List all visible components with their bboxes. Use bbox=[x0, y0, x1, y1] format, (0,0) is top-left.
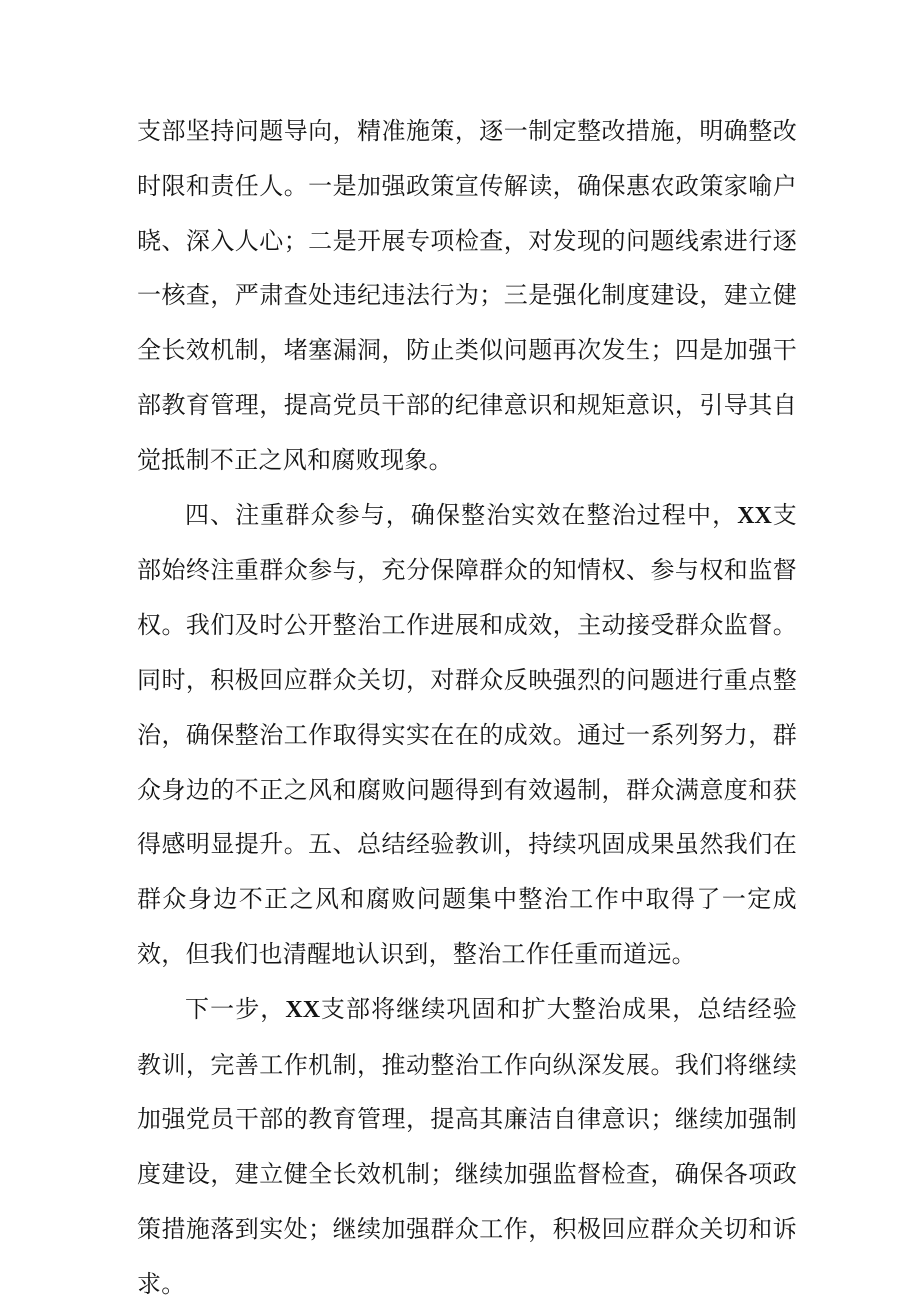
paragraph-2-text-before: 四、注重群众参与，确保整治实效在整治过程中， bbox=[185, 500, 738, 529]
paragraph-1 bbox=[137, 104, 797, 488]
paragraph-3-org-name: XX bbox=[285, 996, 321, 1023]
paragraph-3-text-after: 支部将继续巩固和扩大整治成果，总结经验教训，完善工作机制，推动整治工作向纵深发展。我们将继续加强党员干部的教育管理，提高其廉洁自律意识；继续加强制度建设，建立健全长效机制；继续加强监督检查，确保各项政策措施落到实处；继续加强群众工作，积极回应群众关切和诉求。 bbox=[137, 994, 797, 1298]
paragraph-3-text-before: 下一步， bbox=[185, 994, 286, 1023]
paragraph-2 bbox=[137, 488, 797, 982]
paragraph-1-text: 支部坚持问题导向，精准施策，逐一制定整改措施，明确整改时限和责任人。一是加强政策宣传解读，确保惠农政策家喻户晓、深入人心；二是开展专项检查，对发现的问题线索进行逐一核查，严肃查处违纪违法行为；三是强化制度建设，建立健全长效机制，堵塞漏洞，防止类似问题再次发生；四是加强干部教育管理，提高党员干部的纪律意识和规矩意识，引导其自觉抵制不正之风和腐败现象。 bbox=[137, 117, 797, 474]
paragraph-2-text-after: 支部始终注重群众参与，充分保障群众的知情权、参与权和监督权。我们及时公开整治工作进展和成效，主动接受群众监督。同时，积极回应群众关切，对群众反映强烈的问题进行重点整治，确保整治工作取得实实在在的成效。通过一系列努力，群众身边的不正之风和腐败问题得到有效遏制，群众满意度和获得感明显提升。五、总结经验教训，持续巩固成果虽然我们在群众身边不正之风和腐败问题集中整治工作中取得了一定成效，但我们也清醒地认识到，整治工作任重而道远。 bbox=[137, 500, 797, 968]
document-page bbox=[137, 104, 797, 1312]
paragraph-2-org-name: XX bbox=[737, 502, 772, 529]
paragraph-3 bbox=[137, 982, 797, 1312]
